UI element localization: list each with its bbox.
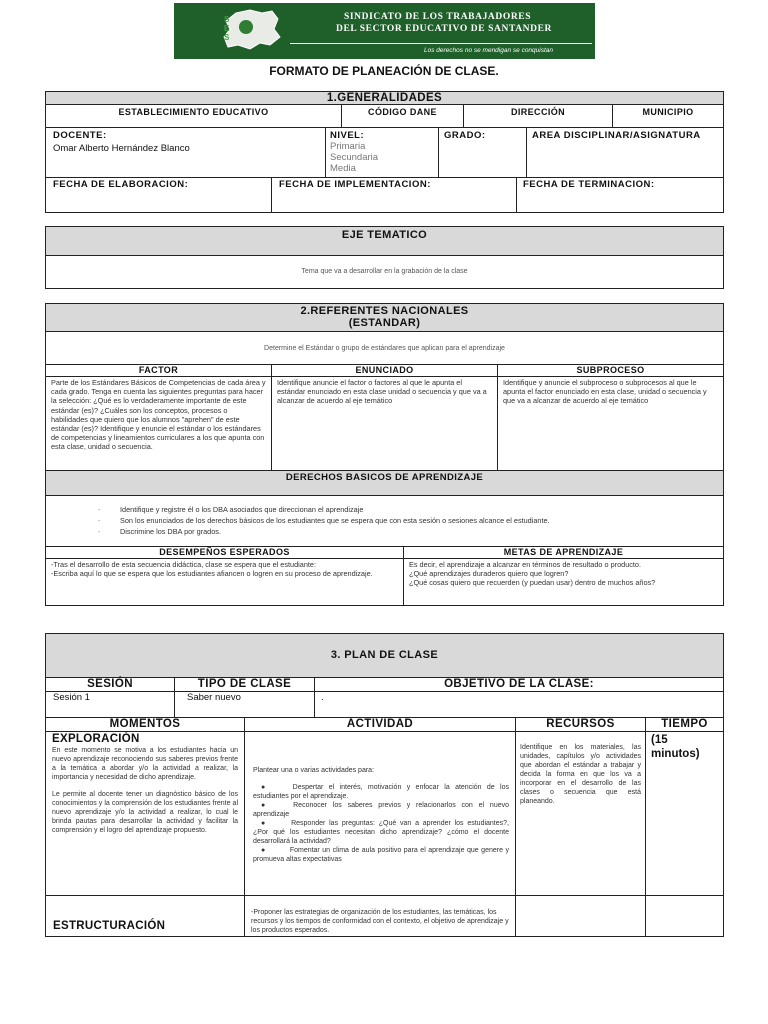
exploracion-title: EXPLORACIÓN [52, 733, 140, 745]
enunciado-text: Identifique anuncie el factor o factores al que le apunta el estándar enunciado en esta clase unidad o secuencia y que va a alcanzar de acuerdo al eje temático [277, 378, 487, 406]
grado-label: GRADO: [444, 130, 486, 141]
eje-tematico-body [45, 255, 724, 289]
referentes-title-line1: 2.REFERENTES NACIONALES [300, 305, 469, 317]
recursos-text: Identifique en los materiales, las unidades, capítulos y/o actividades que abordan el estándar a trabajar y decida la forma en que los va a incorporar en el desarrollo de las clases o secuencia que está planeando. [520, 744, 641, 805]
metas-line3: ¿Qué cosas quiero que recuerden (y puedan usar) dentro de muchos años? [409, 578, 656, 588]
dba-item: - Discrimine los DBA por grados. [98, 526, 723, 537]
estructuracion-actividad-cell [244, 895, 516, 937]
tipo-value: Saber nuevo [187, 692, 241, 703]
desempenos-cell [45, 558, 404, 606]
actividad-intro: Plantear una o varias actividades para: [253, 767, 375, 774]
col-objetivo: OBJETIVO DE LA CLASE: [314, 677, 724, 692]
fecha-elaboracion-label: FECHA DE ELABORACION: [53, 179, 189, 190]
enunciado-cell [271, 376, 498, 471]
fecha-elaboracion-cell [45, 177, 272, 213]
metas-cell [403, 558, 724, 606]
metas-line1: Es decir, el aprendizaje a alcanzar en términos de resultado o producto. [409, 560, 642, 569]
desempenos-line2: -Escriba aquí lo que se espera que los estudiantes afiancen o logren en su proceso de aprendizaje. [51, 569, 373, 579]
grado-cell [438, 127, 527, 178]
area-label: AREA DISCIPLINAR/ASIGNATURA [532, 130, 701, 141]
plan-title: 3. PLAN DE CLASE [45, 633, 724, 678]
actividad-item-text: Despertar el interés, motivación y enfocar la atención de los estudiantes por el aprendizaje. [253, 784, 509, 800]
estructuracion-text: -Proponer las estrategias de organización de los estudiantes, las temáticas, los recursos y los tiempos de conformidad con el contexto, el objetivo de aprendizaje y los productos esperados. [251, 909, 509, 934]
col-momentos: MOMENTOS [45, 717, 245, 732]
col-recursos: RECURSOS [515, 717, 646, 732]
factor-text: Parte de los Estándares Básicos de Competencias de cada área y cada grado. Tenga en cuenta las siguientes preguntas para hacer la selección: ¿Qué es lo verdaderamente importante de este estándar (es)? ¿Cuáles son los conceptos, procesos o habilidades que quiero que los alumnos "aprehen" de este estándar (es)? Identifique y enuncie el estándar o los estándares de competencias y lineamientos curriculares a los que apunta con esta clase, unidad o secuencia. [51, 378, 266, 452]
col-tiempo: TIEMPO [645, 717, 724, 732]
referentes-subtitle-cell [45, 331, 724, 365]
fecha-implementacion-cell [271, 177, 517, 213]
header-banner [174, 3, 595, 59]
desempenos-line1: -Tras el desarrollo de esta secuencia didáctica, clase se espera que el estudiante: [51, 560, 317, 569]
dba-title: DERECHOS BASICOS DE APRENDIZAJE [45, 470, 724, 496]
metas-line2: ¿Qué aprendizajes duraderos quiero que logren? [409, 569, 569, 579]
col-subproceso: SUBPROCESO [497, 364, 724, 377]
tiempo-text: (15 minutos) [651, 734, 700, 760]
sesion-value-cell [45, 691, 175, 718]
referentes-subtitle: Determine el Estándar o grupo de estándares que aplican para el aprendizaje [264, 345, 505, 352]
dba-item: - Identifique y registre él o los DBA asociados que direccionan el aprendizaje [98, 504, 723, 515]
objetivo-value-cell [314, 691, 724, 718]
banner-rule [290, 43, 592, 44]
sesion-value: Sesión 1 [53, 692, 90, 703]
banner-motto: Los derechos no se mendigan se conquistan [424, 47, 554, 54]
document-title: FORMATO DE PLANEACIÓN DE CLASE. [269, 64, 499, 78]
nivel-label: NIVEL: [330, 130, 365, 141]
subproceso-text: Identifique y anuncie el subproceso o subprocesos al que le apunta el factor enunciado en esta clase, unidad o secuencia y que va a alcanzar de acuerdo al eje temático [503, 378, 707, 406]
estructuracion-recursos-cell [515, 895, 646, 937]
col-sesion: SESIÓN [45, 677, 175, 692]
exploracion-cell [45, 731, 245, 896]
actividad-item: ● Despertar el interés, motivación y enfocar la atención de los estudiantes por el aprendizaje. [253, 784, 509, 800]
actividad-item-text: Fomentar un clima de aula positivo para el aprendizaje que genere y promueva altas expectativas [253, 847, 509, 863]
banner-line2: DEL SECTOR EDUCATIVO DE SANTANDER [336, 24, 552, 34]
eje-tematico-title: EJE TEMATICO [45, 226, 724, 256]
col-tipo-clase: TIPO DE CLASE [174, 677, 315, 692]
col-enunciado: ENUNCIADO [271, 364, 498, 377]
actividad-item: ● Reconocer los saberes previos y relacionarlos con el nuevo aprendizaje [253, 802, 510, 818]
actividad-item-text: Reconocer los saberes previos y relacionarlos con el nuevo aprendizaje [253, 802, 510, 818]
col-actividad: ACTIVIDAD [244, 717, 516, 732]
estructuracion-cell [45, 895, 245, 937]
eje-tematico-text: Tema que va a desarrollar en la grabación de la clase [301, 268, 468, 275]
logo-letters: SES [224, 15, 230, 42]
docente-label: DOCENTE: [53, 130, 107, 141]
section-generalidades-title: 1.GENERALIDADES [45, 91, 724, 105]
actividad-item-text: Responder las preguntas: ¿Qué van a aprender los estudiantes?, ¿Por qué los estudiantes necesitan dicho aprendizaje? ¿cómo el docente desarrollará la actividad? [253, 820, 509, 845]
dba-list [98, 504, 723, 537]
referentes-title [45, 303, 724, 332]
col-municipio: MUNICIPIO [612, 104, 724, 128]
exploracion-p1: En este momento se motiva a los estudiantes hacia un nuevo aprendizaje reconociendo sus saberes previos frente a la temática a abordar y/o la actividad a realizar, la importancia y necesidad de dicho aprendizaje. [52, 747, 238, 781]
tipo-value-cell [174, 691, 315, 718]
referentes-title-line2: (ESTANDAR) [348, 317, 421, 329]
fecha-terminacion-cell [516, 177, 724, 213]
nivel-option-media: Media [330, 163, 356, 174]
estructuracion-title: ESTRUCTURACIÓN [53, 920, 166, 932]
factor-cell [45, 376, 272, 471]
fecha-terminacion-label: FECHA DE TERMINACION: [523, 179, 655, 190]
exploracion-p2: Le permite al docente tener un diagnóstico básico de los conocimientos y la comprensión de los estudiantes frente al nuevo aprendizaje y/o la actividad a realizar, lo cual le brinda pautas para desarrollar la actividad y facilitar la comprensión y el logro del aprendizaje propuesto. [52, 791, 238, 834]
subproceso-cell [497, 376, 724, 471]
actividad-cell [244, 731, 516, 896]
docente-cell [45, 127, 326, 178]
fecha-implementacion-label: FECHA DE IMPLEMENTACION: [279, 179, 431, 190]
actividad-item: ● Responder las preguntas: ¿Qué van a aprender los estudiantes?, ¿Por qué los estudiantes necesitan dicho aprendizaje? ¿cómo el docente desarrollará la actividad? [253, 820, 509, 845]
banner-line1: SINDICATO DE LOS TRABAJADORES [344, 12, 532, 22]
docente-value: Omar Alberto Hernández Blanco [53, 143, 190, 154]
recursos-cell [515, 731, 646, 896]
objetivo-value: . [321, 692, 324, 703]
col-codigo-dane: CÓDIGO DANE [341, 104, 464, 128]
desempenos-title: DESEMPEÑOS ESPERADOS [45, 546, 404, 559]
metas-title: METAS DE APRENDIZAJE [403, 546, 724, 559]
union-logo [216, 7, 286, 53]
area-cell [526, 127, 724, 178]
nivel-option-secundaria: Secundaria [330, 152, 379, 163]
col-direccion: DIRECCIÓN [463, 104, 613, 128]
dba-body [45, 495, 724, 547]
nivel-option-primaria: Primaria [330, 141, 366, 152]
actividad-item: ● Fomentar un clima de aula positivo para el aprendizaje que genere y promueva altas expectativas [253, 847, 509, 863]
col-factor: FACTOR [45, 364, 272, 377]
estructuracion-tiempo-cell [645, 895, 724, 937]
dba-item: - Son los enunciados de los derechos básicos de los estudiantes que se espera que con esta sesión o sesiones alcance el estudiante. [98, 515, 723, 526]
nivel-cell [325, 127, 439, 178]
col-establecimiento: ESTABLECIMIENTO EDUCATIVO [45, 104, 342, 128]
tiempo-cell [645, 731, 724, 896]
